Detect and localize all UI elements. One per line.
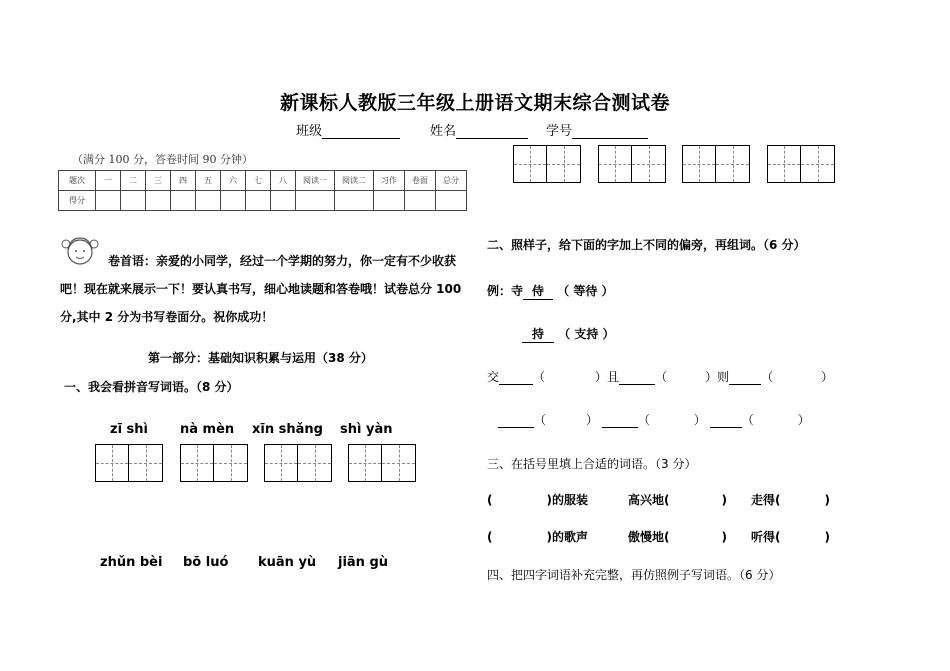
q2-row1: 交 （ ）且 （ ）则 （ ） xyxy=(487,370,834,384)
q2-row2: （ ） （ ） （ ） xyxy=(498,411,810,428)
intro-paragraph xyxy=(60,247,470,331)
score-cell[interactable] xyxy=(296,191,335,211)
score-header: 总分 xyxy=(436,171,467,191)
q3-row2-item3: 听得( ) xyxy=(751,530,830,544)
score-cell[interactable] xyxy=(405,191,436,211)
writing-grid[interactable] xyxy=(682,145,750,183)
q3-text: 听得( xyxy=(751,530,781,544)
exam-title: 新课标人教版三年级上册语文期末综合测试卷 xyxy=(279,92,670,114)
writing-grid[interactable] xyxy=(767,145,835,183)
writing-grid[interactable] xyxy=(513,145,581,183)
score-header: 六 xyxy=(221,171,246,191)
example1-prefix: 例：寺 xyxy=(487,284,524,298)
q3-text: 高兴地( xyxy=(628,493,670,507)
score-header: 七 xyxy=(246,171,271,191)
q3-row1-item2: 高兴地( ) xyxy=(628,493,727,507)
score-row-label: 得分 xyxy=(59,191,96,211)
pinyin-7: kuān yù xyxy=(258,555,317,570)
pinyin-8: jiān gù xyxy=(338,555,389,570)
class-label: 班级 xyxy=(296,124,323,139)
q3-row2-item2: 傲慢地( ) xyxy=(628,530,727,544)
example1-char: 侍 xyxy=(523,282,553,300)
name-blank[interactable] xyxy=(456,124,528,139)
score-header: 三 xyxy=(146,171,171,191)
q3-text: 傲慢地( xyxy=(628,530,670,544)
writing-grid[interactable] xyxy=(264,444,332,482)
writing-grid[interactable] xyxy=(180,444,248,482)
number-label: 学号 xyxy=(546,124,573,139)
score-header: 一 xyxy=(96,171,121,191)
score-cell[interactable] xyxy=(271,191,296,211)
answer-blank[interactable] xyxy=(710,415,742,428)
q3-text: 的服装 xyxy=(551,493,588,507)
score-header: 卷面 xyxy=(405,171,436,191)
answer-blank[interactable] xyxy=(619,372,655,385)
q3-row1-item1: ( )的服装 xyxy=(487,493,588,507)
q2-example2 xyxy=(522,325,615,343)
score-table-header-row xyxy=(59,171,467,191)
answer-blank[interactable] xyxy=(499,372,533,385)
q3-text: 的歌声 xyxy=(551,530,588,544)
pinyin-4: shì yàn xyxy=(340,422,393,437)
q3-title: 三、在括号里填上合适的词语。（3 分） xyxy=(487,457,697,471)
score-header: 题次 xyxy=(59,171,96,191)
score-cell[interactable] xyxy=(121,191,146,211)
number-blank[interactable] xyxy=(572,124,648,139)
q2-char: 则 xyxy=(717,370,730,384)
class-blank[interactable] xyxy=(322,124,400,139)
writing-grid[interactable] xyxy=(598,145,666,183)
score-header: 五 xyxy=(196,171,221,191)
pinyin-1: zī shì xyxy=(110,422,148,437)
example2-char: 持 xyxy=(522,325,554,343)
intro-text: 亲爱的小同学，经过一个学期的努力，你一定有不少收获吧！现在就来展示一下！要认真书写，细心地读题和答卷哦！试卷总分 100 分,其中 2 分为书写卷面分。祝你成功！ xyxy=(60,254,462,324)
part1-title: 第一部分：基础知识积累与运用（38 分） xyxy=(148,351,373,365)
score-cell[interactable] xyxy=(96,191,121,211)
score-table xyxy=(58,170,467,211)
q2-char: 交 xyxy=(487,370,500,384)
q3-row1-item3: 走得( ) xyxy=(751,493,830,507)
score-cell[interactable] xyxy=(146,191,171,211)
example2-word: （ 支持 ） xyxy=(558,327,615,341)
score-header: 习作 xyxy=(374,171,405,191)
score-header: 二 xyxy=(121,171,146,191)
name-label: 姓名 xyxy=(430,124,457,139)
score-header: 八 xyxy=(271,171,296,191)
q4-title: 四、把四字词语补充完整，再仿照例子写词语。（6 分） xyxy=(487,568,781,582)
pinyin-2: nà mèn xyxy=(180,422,235,437)
score-note: （满分 100 分，答卷时间 90 分钟） xyxy=(72,153,253,166)
score-cell[interactable] xyxy=(374,191,405,211)
name-field xyxy=(430,120,528,139)
q2-title: 二、照样子，给下面的字加上不同的偏旁，再组词。（6 分） xyxy=(487,238,806,252)
score-cell[interactable] xyxy=(196,191,221,211)
score-cell[interactable] xyxy=(171,191,196,211)
score-header: 四 xyxy=(171,171,196,191)
q3-text: 走得( xyxy=(751,493,781,507)
intro-lead: 卷首语： xyxy=(108,254,157,268)
number-field xyxy=(546,120,648,139)
example1-word: （ 等待 ） xyxy=(557,284,614,298)
score-header: 阅读一 xyxy=(296,171,335,191)
score-table-score-row xyxy=(59,191,467,211)
score-header: 阅读二 xyxy=(335,171,374,191)
pinyin-5: zhǔn bèi xyxy=(100,555,163,570)
score-cell[interactable] xyxy=(221,191,246,211)
answer-blank[interactable] xyxy=(729,372,761,385)
score-cell[interactable] xyxy=(436,191,467,211)
writing-grid[interactable] xyxy=(95,444,163,482)
pinyin-6: bō luó xyxy=(183,555,229,570)
q1-title: 一、我会看拼音写词语。（8 分） xyxy=(64,380,239,394)
score-cell[interactable] xyxy=(335,191,374,211)
q3-row2-item1: ( )的歌声 xyxy=(487,530,588,544)
score-cell[interactable] xyxy=(246,191,271,211)
answer-blank[interactable] xyxy=(498,415,534,428)
pinyin-3: xīn shǎng xyxy=(252,422,323,437)
q2-char: 且 xyxy=(607,370,620,384)
answer-blank[interactable] xyxy=(602,415,638,428)
q2-example1 xyxy=(487,282,614,300)
writing-grid[interactable] xyxy=(348,444,416,482)
class-field xyxy=(296,120,400,139)
